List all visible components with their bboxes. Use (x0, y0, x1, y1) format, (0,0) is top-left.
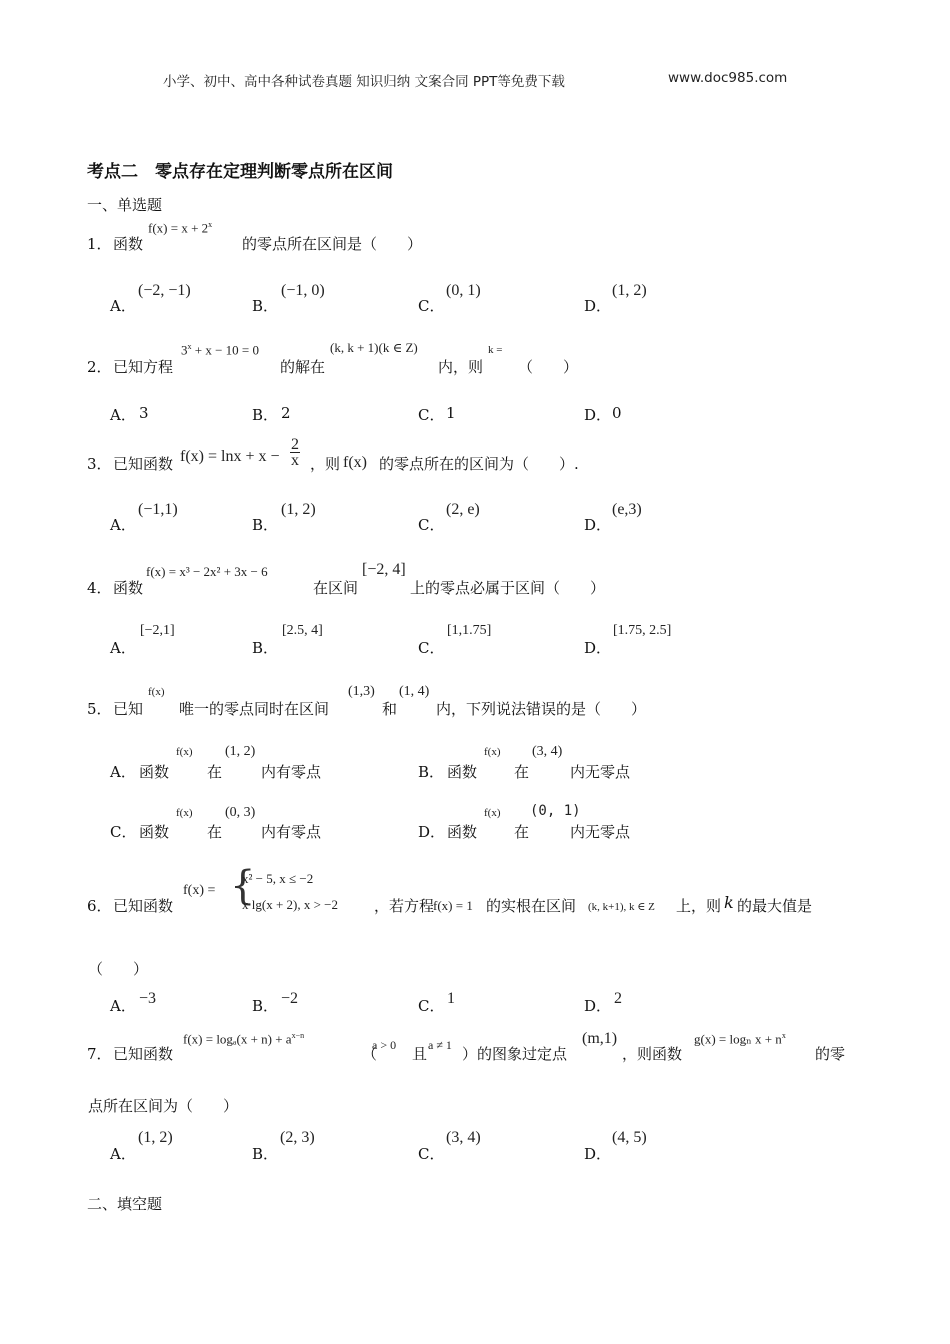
math-k: k (724, 893, 734, 912)
math-formula: f(x) = x³ − 2x² + 3x − 6 (146, 564, 268, 579)
page-header-site: www.doc985.com (668, 70, 788, 86)
math-interval: (1, 4) (399, 684, 430, 699)
option-text: 内无零点 (570, 763, 631, 781)
option-c-value: 1 (447, 990, 455, 1007)
math-formula: $3^x + x - 10 = 0$ (181, 342, 259, 358)
question-number: 5． (87, 700, 112, 718)
option-label-d: D． (584, 516, 612, 534)
option-b-value: 2 (281, 404, 291, 422)
option-d-value: (1, 2) (612, 282, 647, 299)
question-text: 点所在区间为（ ） (88, 1097, 239, 1115)
question-text: 已知函数 (113, 1045, 174, 1063)
math-interval: (k, k + 1)(k ∈ Z) (330, 340, 418, 355)
option-label-c: C． (418, 997, 445, 1015)
math-interval: (1,3) (348, 684, 375, 699)
math-fx: f(x) (176, 807, 193, 819)
option-text: 函数 (139, 763, 170, 781)
question-paren: （ ） (88, 960, 149, 978)
option-label-a: A． (110, 997, 136, 1015)
option-text: 在 (514, 763, 530, 781)
option-b-value: (−1, 0) (281, 282, 325, 299)
option-label-c: C． (418, 1145, 445, 1163)
question-text: （ (362, 1045, 378, 1063)
section-title: 考点二 零点存在定理判断零点所在区间 (87, 162, 393, 182)
option-label-a: A． (110, 406, 136, 424)
question-text: 的解在 (280, 358, 326, 376)
question-text: 函数 (113, 235, 144, 253)
math-equation: f(x) = 1 (433, 898, 473, 913)
option-d-value: (e,3) (612, 501, 642, 518)
option-text: 内无零点 (570, 823, 631, 841)
option-label-a: A． (110, 763, 136, 781)
question-text: 的最大值是 (737, 897, 813, 915)
option-label-a: A． (110, 297, 136, 315)
option-a-value: [−2,1] (140, 623, 175, 638)
math-condition: a > 0 (372, 1038, 397, 1052)
option-a-value: −3 (139, 990, 157, 1007)
question-text: 已知方程 (113, 358, 174, 376)
piecewise-case-1: x² − 5, x ≤ −2 (242, 871, 314, 886)
option-label-b: B． (252, 297, 279, 315)
math-lhs: f(x) = (183, 883, 216, 898)
question-number: 3． (87, 455, 112, 473)
section-heading-fill-in: 二、填空题 (87, 1195, 163, 1213)
option-b-value: (2, 3) (280, 1129, 315, 1146)
option-label-a: A． (110, 516, 136, 534)
question-number: 6． (87, 897, 112, 915)
option-label-c: C． (418, 406, 445, 424)
question-text: 上的零点必属于区间（ ） (410, 579, 606, 597)
question-text: 上，则 (676, 897, 722, 915)
option-b-value: [2.5, 4] (282, 623, 323, 638)
question-text: 函数 (113, 579, 144, 597)
question-text: 内，下列说法错误的是（ ） (436, 700, 647, 718)
option-text: 在 (207, 763, 223, 781)
question-text: ，则 (310, 455, 341, 473)
option-a-value: (−1,1) (138, 501, 178, 518)
question-text: 的零点所在区间是（ ） (242, 235, 423, 253)
math-interval: (0, 3) (225, 805, 256, 820)
option-label-a: A． (110, 1145, 136, 1163)
option-label-a: A． (110, 639, 136, 657)
math-formula: f(x) = lnx + x − (180, 448, 280, 465)
option-label-b: B． (418, 763, 445, 781)
option-text: 函数 (447, 763, 478, 781)
option-label-d: D． (584, 406, 612, 424)
math-fx: f(x) (484, 746, 501, 758)
option-text: 在 (514, 823, 530, 841)
question-text: 且 (412, 1045, 428, 1063)
question-text: 的实根在区间 (486, 897, 577, 915)
question-text: ）的图象过定点 (462, 1045, 568, 1063)
option-d-value: 0 (612, 404, 622, 422)
question-text: ，则函数 (622, 1045, 683, 1063)
option-text: 函数 (447, 823, 478, 841)
question-text: 在区间 (313, 579, 359, 597)
option-label-c: C． (418, 297, 445, 315)
math-interval: (k, k+1), k ∈ Z (588, 901, 655, 913)
math-fx: f(x) (484, 807, 501, 819)
section-heading-single-choice: 一、单选题 (87, 196, 163, 214)
math-k: k = (488, 344, 503, 356)
option-c-value: (0, 1) (446, 282, 481, 299)
option-label-b: B． (252, 1145, 279, 1163)
math-formula: $f(x) = \log_a(x + n) + a^{x-n}$ (183, 1031, 305, 1047)
option-label-c: C． (110, 823, 137, 841)
option-d-value: [1.75, 2.5] (613, 623, 672, 638)
math-g-function: g(x) = logₙ $x + n^x$ (694, 1031, 786, 1047)
math-fx: f(x) (343, 454, 367, 471)
option-label-d: D． (584, 997, 612, 1015)
math-formula: $f(x) = x + 2^x$ (148, 220, 213, 236)
math-interval: (0, 1) (530, 803, 581, 819)
question-number: 4． (87, 579, 112, 597)
option-label-b: B． (252, 639, 279, 657)
question-text: 已知函数 (113, 897, 174, 915)
math-fx: f(x) (176, 746, 193, 758)
question-text: 已知函数 (113, 455, 174, 473)
option-d-value: (4, 5) (612, 1129, 647, 1146)
math-point: (m,1) (582, 1030, 618, 1047)
option-d-value: 2 (614, 990, 622, 1007)
option-label-c: C． (418, 639, 445, 657)
question-text: （ ） (518, 358, 579, 376)
option-c-value: 1 (446, 404, 456, 422)
question-number: 7． (87, 1045, 112, 1063)
question-text: 的零 (815, 1045, 846, 1063)
option-text: 函数 (139, 823, 170, 841)
piecewise-case-2: x lg(x + 2), x > −2 (242, 897, 339, 912)
page-header-text: 小学、初中、高中各种试卷真题 知识归纳 文案合同 PPT等免费下载 (163, 74, 565, 90)
option-c-value: (2, e) (446, 501, 480, 518)
option-a-value: 3 (139, 404, 149, 422)
question-text: 和 (382, 700, 398, 718)
question-text: 唯一的零点同时在区间 (179, 700, 330, 718)
option-c-value: (3, 4) (446, 1129, 481, 1146)
option-b-value: (1, 2) (281, 501, 316, 518)
option-text: 内有零点 (261, 823, 322, 841)
math-interval: (3, 4) (532, 744, 563, 759)
question-text: 的零点所在的区间为（ ）. (379, 455, 579, 473)
math-fx: f(x) (148, 686, 165, 698)
question-text: ，若方程 (374, 897, 435, 915)
option-label-b: B． (252, 997, 279, 1015)
option-c-value: [1,1.75] (447, 623, 492, 638)
option-label-d: D． (584, 639, 612, 657)
option-a-value: (1, 2) (138, 1129, 173, 1146)
question-number: 2． (87, 358, 112, 376)
question-number: 1． (87, 235, 112, 253)
math-interval: (1, 2) (225, 744, 256, 759)
option-text: 内有零点 (261, 763, 322, 781)
option-a-value: (−2, −1) (138, 282, 191, 299)
option-label-c: C． (418, 516, 445, 534)
question-text: 内，则 (438, 358, 484, 376)
math-condition: a ≠ 1 (428, 1038, 452, 1052)
option-label-d: D． (584, 1145, 612, 1163)
option-b-value: −2 (281, 990, 299, 1007)
question-text: 已知 (113, 700, 144, 718)
option-label-d: D． (418, 823, 446, 841)
math-interval: [−2, 4] (362, 561, 406, 578)
piecewise-brace: { (230, 863, 256, 909)
option-label-b: B． (252, 516, 279, 534)
option-label-b: B． (252, 406, 279, 424)
option-text: 在 (207, 823, 223, 841)
math-fraction: $\frac{2}{x}$ (291, 436, 299, 469)
option-label-d: D． (584, 297, 612, 315)
